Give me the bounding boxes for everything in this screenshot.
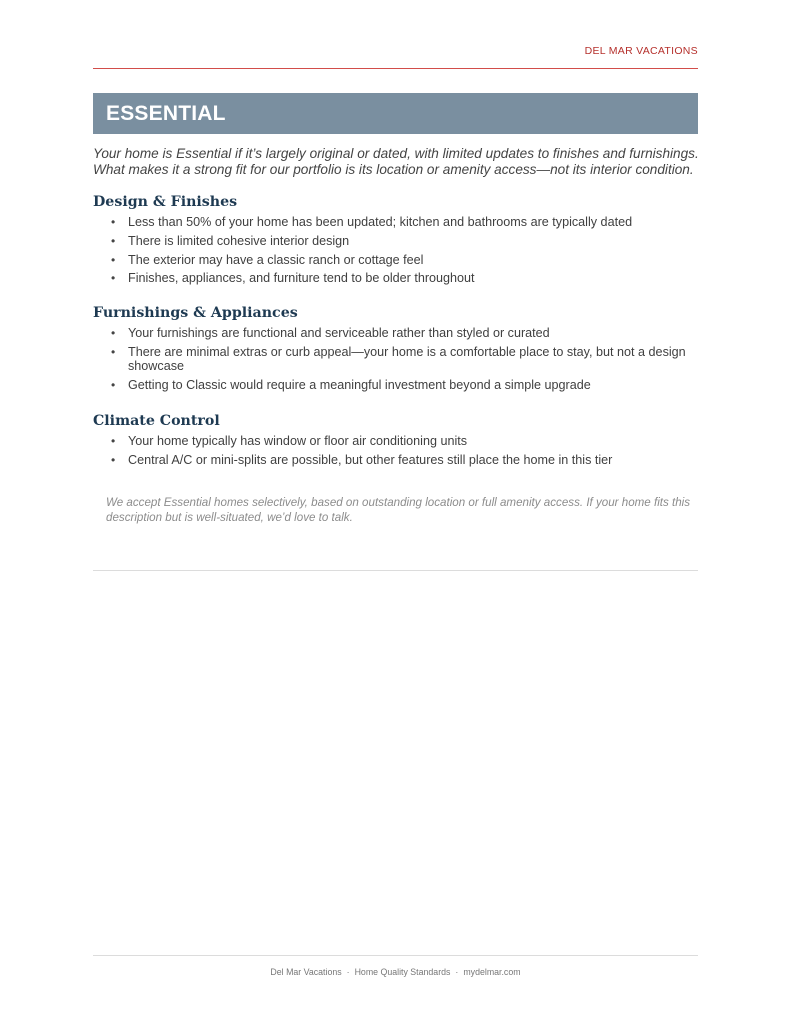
footer-website: mydelmar.com bbox=[463, 967, 521, 977]
list-item-text: Finishes, appliances, and furniture tend to be older throughout bbox=[128, 271, 475, 286]
list-item-text: There are minimal extras or curb appeal—your home is a comfortable place to stay, but not a design showcase bbox=[128, 344, 686, 374]
footer-divider bbox=[93, 955, 698, 956]
bullet-icon: • bbox=[111, 215, 116, 229]
bullet-icon: • bbox=[111, 326, 116, 340]
bullet-icon: • bbox=[111, 434, 116, 448]
bullet-list bbox=[93, 326, 698, 393]
list-item-text: Less than 50% of your home has been updated; kitchen and bathrooms are typically dated bbox=[128, 215, 633, 229]
content-divider bbox=[93, 570, 698, 571]
list-item bbox=[93, 326, 698, 341]
section-heading: Design & Finishes bbox=[93, 194, 238, 210]
section-furnishings-appliances bbox=[93, 305, 698, 397]
header-divider bbox=[93, 68, 698, 69]
list-item bbox=[93, 378, 698, 393]
list-item bbox=[93, 453, 698, 468]
footer-doc-title: Home Quality Standards bbox=[354, 967, 451, 977]
footer-separator: · bbox=[346, 967, 350, 977]
bullet-icon: • bbox=[111, 252, 116, 267]
list-item-text: Central A/C or mini-splits are possible, but other features still place the home in this tier bbox=[128, 452, 613, 467]
bullet-icon: • bbox=[111, 233, 116, 248]
section-design-finishes bbox=[93, 194, 698, 290]
footer-company: Del Mar Vacations bbox=[270, 967, 342, 977]
page-footer bbox=[93, 967, 698, 977]
list-item bbox=[93, 434, 698, 449]
list-item-text: Your furnishings are functional and serviceable rather than styled or curated bbox=[128, 326, 550, 340]
list-item bbox=[93, 215, 698, 230]
bullet-icon: • bbox=[111, 271, 116, 286]
list-item bbox=[93, 271, 698, 286]
list-item-text: Your home typically has window or floor air conditioning units bbox=[128, 434, 468, 448]
bullet-list bbox=[93, 434, 698, 467]
list-item-text: There is limited cohesive interior design bbox=[128, 233, 350, 248]
bullet-list bbox=[93, 215, 698, 286]
section-heading: Climate Control bbox=[93, 413, 220, 429]
bullet-icon: • bbox=[111, 452, 116, 467]
list-item bbox=[93, 345, 698, 374]
selection-note: We accept Essential homes selectively, based on outstanding location or full amenity access. If your home fits this description but is well-situated, we’d love to talk. bbox=[106, 496, 691, 524]
bullet-icon: • bbox=[111, 378, 116, 393]
list-item-text: The exterior may have a classic ranch or cottage feel bbox=[128, 252, 424, 267]
list-item bbox=[93, 234, 698, 249]
list-item-text: Getting to Classic would require a meaningful investment beyond a simple upgrade bbox=[128, 378, 591, 393]
brand-name: DEL MAR VACATIONS bbox=[584, 45, 698, 57]
footer-separator: · bbox=[455, 967, 459, 977]
section-heading: Furnishings & Appliances bbox=[93, 305, 298, 321]
tier-banner bbox=[93, 93, 698, 134]
intro-paragraph: Your home is Essential if it’s largely original or dated, with limited updates to finishes and furnishings. What makes it a strong fit for our portfolio is its location or amenity access—not its interior condition. bbox=[93, 146, 699, 177]
tier-title: ESSENTIAL bbox=[106, 102, 226, 125]
list-item bbox=[93, 253, 698, 268]
section-climate-control bbox=[93, 413, 698, 472]
bullet-icon: • bbox=[111, 344, 116, 359]
